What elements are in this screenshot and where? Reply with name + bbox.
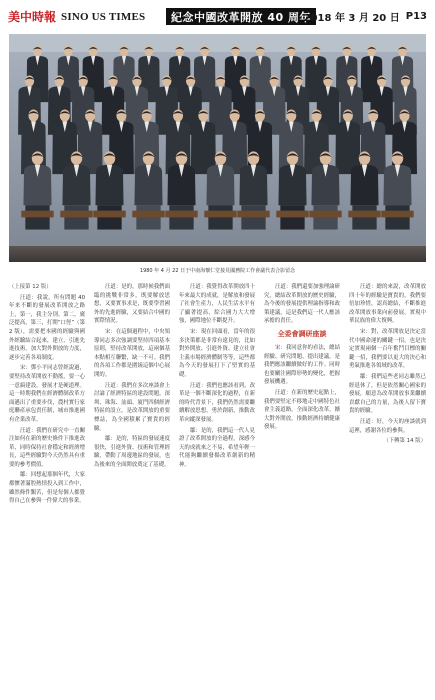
paragraph: 汪道：好，今天的座談就到這裡，感謝各位的參與。 — [349, 418, 426, 434]
article-subheading: 全委會調研座談 — [277, 329, 327, 338]
article-column-5 — [349, 283, 426, 693]
paragraph: 鄒：回想起那個年代，大家都懷著滿腔熱情投入到工作中，雖然條件艱苦，但是每個人都覺得自己在參與一件偉大的事業。 — [9, 472, 85, 505]
paragraph: 汪道：我們也應該看到，改革是一個不斷深化的過程，在新的時代背景下，我們仍然需要繼續解放思想，勇於創新，推動改革向縱深發展。 — [179, 382, 255, 423]
paragraph: 鄒：我們這些老同志雖然已經退休了，但是依然關心國家的發展，願意為改革開放事業繼續貢獻自己的力量，為後人留下寶貴的經驗。 — [349, 373, 426, 415]
paragraph: 汪道：我們在研究中一直關注如何在新的歷史條件下推進改革，同時保持社會穩定和經濟增長，這些經驗對今天仍然具有重要的參考價值。 — [9, 427, 85, 468]
paragraph: 宋：在這個過程中，中央領導同志多次強調要堅持四項基本原則，堅持改革開放，這兩個基本點相互聯繫，缺一不可。我們的各項工作都是圍繞這個中心展開的。 — [94, 328, 170, 378]
brand — [8, 8, 145, 25]
article-column-3 — [179, 283, 255, 693]
paragraph: 汪道：我覺得改革開放四十年來最大的成就，是解放和發展了社會生產力，人民生活水平有了顯著提高，綜合國力大大增強，國際地位不斷提升。 — [179, 284, 255, 325]
paragraph: 汪道：我說，所有問題 40 年来不斷的發展改革開放之路上，第一，我主分別。第二，廣泛提高，第三，打開“口徑”（第 2 版），需要把本國的經驗與國外經驗結合起來，建立，引進先進技術，加大對外開放的力度，逐步完善各項制度。 — [9, 294, 85, 361]
continued-from-note: （上接第 12 版） — [9, 284, 52, 290]
paragraph: 汪道：總的來說，改革開放四十年的經驗是寶貴的，我們要倍加珍惜，認真總結，不斷推進改革開放事業向前發展，實現中華民族的偉大復興。 — [349, 284, 426, 325]
photo-caption: 1980 年 4 月 22 日于中南海懷仁堂接見國務院工作會議代表合影留念 — [139, 268, 296, 274]
paragraph: 宋：我同意你的看法，總結經驗、研究問題、提出建議，是我們應該繼續做好的工作。同時也要關注國際形勢的變化，把握發展機遇。 — [264, 344, 340, 386]
article-column-1 — [9, 283, 85, 693]
paragraph: 汪道：我們在多次座談會上討論了經濟特區的建設問題，深圳、珠海、汕頭、廈門四個經濟特區的設立，是改革開放的重要標誌，為全國積累了寶貴的經驗。 — [94, 382, 170, 432]
page-number: P13 — [405, 11, 427, 22]
paragraph: 宋：對，改革開放是決定當代中國命運的關鍵一招，也是決定實現兩個一百年奮鬥目標的關鍵一招，我們要以更大的決心和勇氣推進各領域的改革。 — [349, 328, 426, 370]
article-body — [9, 283, 426, 693]
paragraph: 鄒：是的，我們這一代人見證了改革開放的全過程，深感今天的成就來之不易，希望年輕一代能夠繼續發揚改革創新的精神。 — [179, 427, 255, 468]
paragraph: 宋：現在回頭看，當年的很多決策都是非常有遠見的，比如對外開放、引進外資、建立社會主義市場經濟體制等等，這些都為今天的發展打下了堅實的基礎。 — [179, 328, 255, 378]
paragraph: 汪道：在新的歷史起點上，我們要堅定不移地走中國特色社會主義道路，全面深化改革，擴大對外開放，推動經濟持續健康發展。 — [264, 389, 340, 431]
issue-date: 2018 年 3 月 20 日 — [303, 13, 400, 24]
issue-info — [304, 8, 427, 25]
paragraph: 宋：鄧小平同志曾經說過，要堅持改革開放不動搖，要一心一意搞建設，發展才是硬道理。這一時期我們在經濟體制改革方面邁出了重要步伐，農村實行家庭聯產承包責任制，城市推進國有企業改革。 — [9, 365, 85, 423]
article-column-2 — [94, 283, 170, 693]
brand-name-chinese: 美中時報 — [8, 10, 57, 24]
group-photo — [9, 34, 426, 262]
paragraph: 鄒：是的，特區的發展速度很快，引進外資、技術和管理經驗，帶動了周邊地區的發展，也為後來的全面開放奠定了基礎。 — [94, 436, 170, 468]
masthead — [8, 8, 427, 25]
article-column-4 — [264, 283, 340, 693]
continued-to-note: （下轉第 14 版） — [383, 438, 426, 445]
group-photo-image — [9, 34, 426, 262]
section-title: 紀念中國改革開放 40 周年 — [166, 8, 316, 25]
paragraph: 汪道：是的，那時候我們面臨的挑戰非常多，既要解放思想，又要實事求是，既要學習國外的先進經驗，又要結合中國的實際情況。 — [94, 284, 170, 325]
paragraph: 汪道：我們還要加強理論研究，總結改革開放的歷史經驗，為今後的發展提供理論指導和政策建議，這是我們這一代人應該承擔的責任。 — [264, 284, 340, 325]
brand-name-english: SINO US TIMES — [61, 10, 146, 23]
